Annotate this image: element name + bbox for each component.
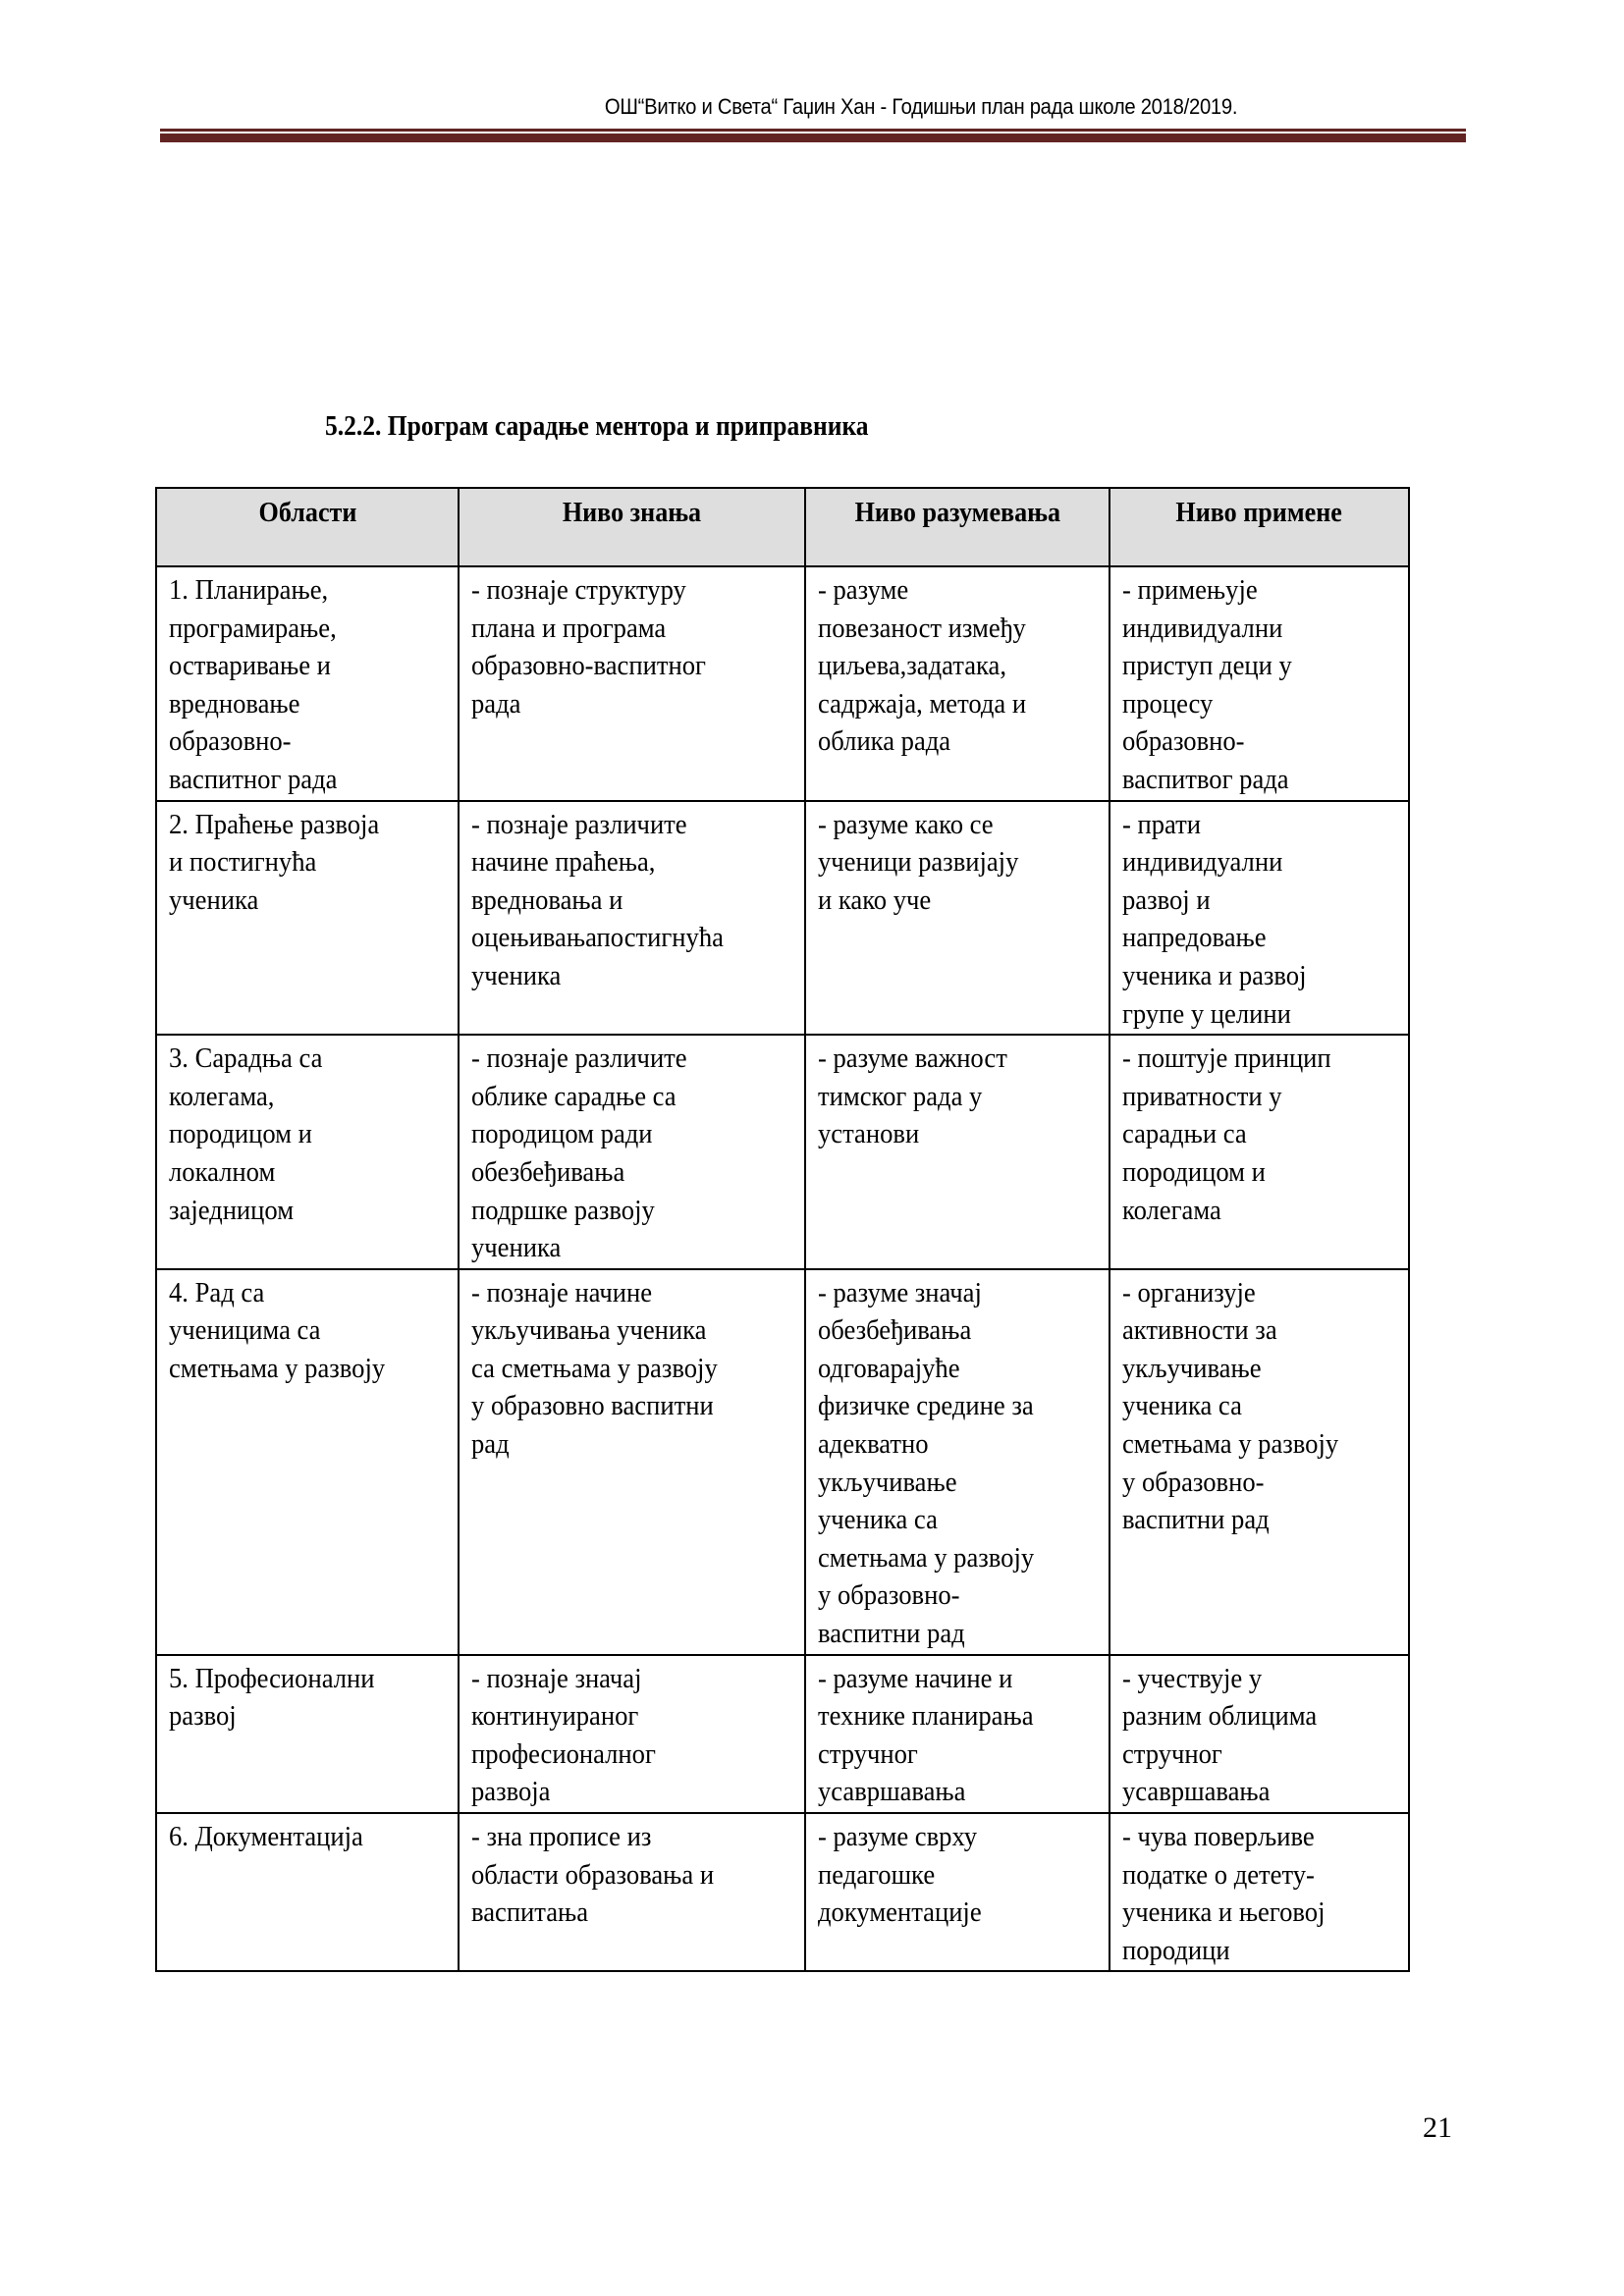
- cell-area: [156, 1269, 459, 1655]
- cell-text: 6. Документација: [169, 1822, 363, 1852]
- column-header-areas: [156, 488, 459, 566]
- column-header-application: [1110, 488, 1409, 566]
- cell-text: - разуме како се ученици развијају и како уче: [818, 809, 1019, 916]
- cell-area: [156, 1655, 459, 1813]
- column-header-label: Ниво разумевања: [854, 497, 1060, 528]
- cell-knowledge: [459, 1035, 805, 1269]
- cell-text: - организује активности за укључивање ученика са сметњама у развоју у образовно- васпитни рад: [1122, 1277, 1339, 1536]
- section-title: 5.2.2. Програм сарадње ментора и приправника: [325, 410, 869, 442]
- cell-knowledge: [459, 1655, 805, 1813]
- cell-text: 5. Професионални развој: [169, 1663, 375, 1733]
- cell-understanding: [805, 1813, 1110, 1971]
- column-header-knowledge: [459, 488, 805, 566]
- cell-text: - зна прописе из области образовања и васпитања: [471, 1822, 715, 1929]
- running-header: ОШ“Витко и Света“ Гаџин Хан - Годишњи план рада школе 2018/2019.: [604, 94, 1238, 119]
- column-header-label: Области: [258, 497, 356, 528]
- cell-application: [1110, 1813, 1409, 1971]
- page-number: 21: [1423, 2111, 1452, 2144]
- header-rule-thick: [160, 133, 1466, 142]
- table-header-row: [156, 488, 1409, 566]
- cell-text: - разуме важност тимског рада у установи: [818, 1043, 1007, 1150]
- cell-text: - познаје различите облике сарадње са породицом ради обезбеђивања подршке развоју ученика: [471, 1043, 687, 1264]
- cell-text: - познаје начине укључивања ученика са сметњама у развоју у образовно васпитни рад: [471, 1277, 718, 1461]
- cell-area: [156, 1813, 459, 1971]
- cell-area: [156, 1035, 459, 1269]
- cell-text: 4. Рад са ученицима са сметњама у развоју: [169, 1277, 386, 1384]
- cell-text: - примењује индивидуални приступ деци у процесу образовно- васпитвог рада: [1122, 575, 1292, 795]
- cell-area: [156, 566, 459, 801]
- cell-text: - чува поверљиве податке о детету- ученика и његовој породици: [1122, 1822, 1326, 1966]
- cell-application: [1110, 566, 1409, 801]
- cell-text: - разуме значај обезбеђивања одговарајуће физичке средине за адекватно укључивање ученика са сметњама у развоју у образовно- васпитни рад: [818, 1277, 1035, 1650]
- cell-understanding: [805, 1035, 1110, 1269]
- cell-text: - разуме сврху педагошке документације: [818, 1822, 982, 1929]
- cell-knowledge: [459, 801, 805, 1036]
- column-header-label: Ниво примене: [1175, 497, 1343, 528]
- table-row: [156, 1269, 1409, 1655]
- cell-knowledge: [459, 1813, 805, 1971]
- cell-text: - познаје различите начине праћења, вредновања и оцењивањапостигнућа ученика: [471, 809, 724, 991]
- cell-understanding: [805, 1269, 1110, 1655]
- cell-text: - учествује у разним облицима стручног усавршавања: [1122, 1663, 1318, 1808]
- cell-knowledge: [459, 1269, 805, 1655]
- column-header-label: Ниво знања: [562, 497, 702, 528]
- cell-text: 2. Праћење развоја и постигнућа ученика: [169, 809, 380, 916]
- cell-application: [1110, 1655, 1409, 1813]
- cell-knowledge: [459, 566, 805, 801]
- table-row: [156, 1035, 1409, 1269]
- header-rule-thin: [160, 129, 1466, 132]
- table-row: [156, 1813, 1409, 1971]
- cell-understanding: [805, 1655, 1110, 1813]
- cell-text: 3. Сарадња са колегама, породицом и локалном заједницом: [169, 1043, 323, 1226]
- cell-text: 1. Планирање, програмирање, остваривање и вредновање образовно- васпитног рада: [169, 575, 338, 795]
- cell-understanding: [805, 801, 1110, 1036]
- mentor-program-table: [155, 487, 1410, 1972]
- cell-text: - познаје значај континуираног професионалног развоја: [471, 1663, 656, 1808]
- cell-text: - разуме начине и технике планирања стручног усавршавања: [818, 1663, 1034, 1808]
- column-header-understanding: [805, 488, 1110, 566]
- table-row: [156, 1655, 1409, 1813]
- cell-application: [1110, 1035, 1409, 1269]
- cell-understanding: [805, 566, 1110, 801]
- table-row: [156, 566, 1409, 801]
- cell-text: - разуме повезаност између циљева,задатака, садржаја, метода и облика рада: [818, 575, 1027, 758]
- cell-text: - прати индивидуални развој и напредовање ученика и развој групе у целини: [1122, 809, 1307, 1030]
- cell-text: - поштује принцип приватности у сарадњи са породицом и колегама: [1122, 1043, 1331, 1226]
- cell-application: [1110, 801, 1409, 1036]
- table-row: [156, 801, 1409, 1036]
- cell-area: [156, 801, 459, 1036]
- cell-text: - познаје структуру плана и програма образовно-васпитног рада: [471, 575, 706, 720]
- cell-application: [1110, 1269, 1409, 1655]
